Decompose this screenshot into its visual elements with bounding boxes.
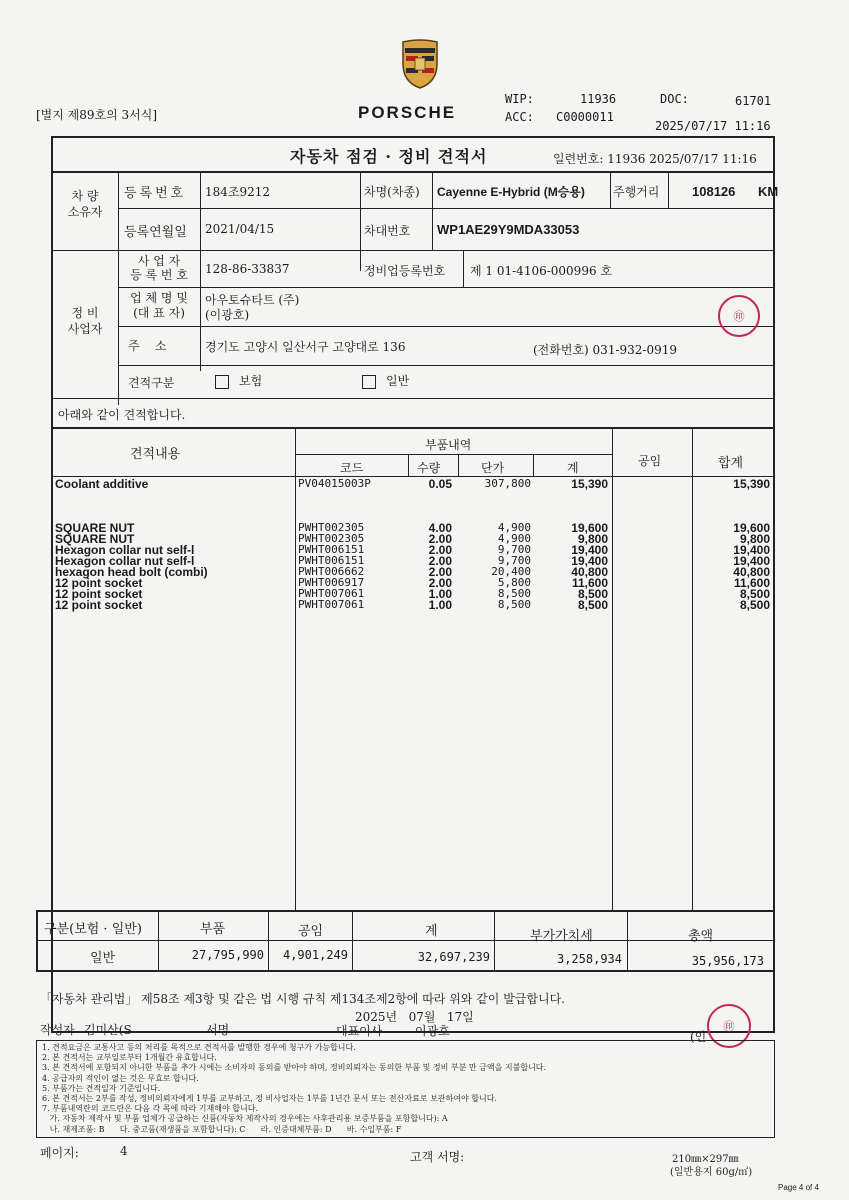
general-checkbox[interactable] [362, 375, 376, 389]
note-item: 5. 부품가는 견적일자 기준입니다. [42, 1083, 161, 1093]
paper-type: (일반용지 60g/㎡) [670, 1167, 753, 1178]
address-label: 주 소 [128, 339, 167, 353]
row-amount: 40,800 [571, 565, 608, 579]
divider [612, 427, 613, 910]
row-desc: SQUARE NUT [55, 532, 135, 546]
summary-parts-header: 부품 [200, 922, 226, 937]
header-datetime: 2025/07/17 11:16 [655, 119, 771, 133]
reg-no-label: 등록번호 [124, 186, 187, 201]
divider [463, 250, 464, 287]
row-total: 8,500 [739, 598, 770, 612]
summary-type-header: 구분(보험 · 일반) [44, 922, 142, 937]
row-qty: 2.00 [428, 576, 452, 590]
model-label: 차명(차종) [364, 185, 420, 199]
doc-label: DOC: [660, 92, 689, 106]
row-total: 11,600 [733, 576, 770, 590]
quote-type-label: 견적구분 [128, 376, 175, 390]
divider [360, 171, 361, 271]
divider [118, 287, 775, 288]
col-code-header: 코드 [340, 461, 364, 475]
general-label: 일반 [386, 374, 410, 388]
row-price: 9,700 [497, 543, 531, 556]
divider [51, 250, 775, 251]
row-amount: 8,500 [577, 587, 608, 601]
notes-list [42, 1043, 770, 1135]
row-price: 307,800 [484, 477, 531, 490]
divider [36, 940, 775, 941]
sign-label: 서명 [206, 1023, 230, 1037]
row-amount: 19,600 [571, 521, 608, 535]
wip-label: WIP: [505, 92, 534, 106]
legal-statement: 「자동차 관리법」 제58조 제3항 및 같은 법 시행 규칙 제134조제2항에 따라 위와 같이 발급합니다. [40, 992, 565, 1006]
row-total: 40,800 [733, 565, 770, 579]
seal-mark-icon: ㊞ [723, 1020, 735, 1033]
divider [610, 171, 611, 208]
note-item: 나. 재제조품: B 다. 중고품(재생품을 포함합니다): C 라. 인증대체부품: D 바. 수입부품: F [42, 1124, 402, 1134]
divider [51, 427, 775, 429]
reg-no-value: 184조9212 [205, 185, 271, 199]
row-amount: 11,600 [571, 576, 608, 590]
row-code: PV04015003P [298, 477, 371, 490]
col-labor-header: 공임 [638, 454, 662, 468]
row-qty: 0.05 [428, 477, 452, 491]
author-label: 작성자 [40, 1023, 75, 1037]
row-desc: 12 point socket [55, 576, 143, 590]
col-amount-header: 계 [567, 461, 579, 475]
form-title: 자동차 점검 · 정비 견적서 [290, 147, 488, 166]
ceo-label: 대표이사 [336, 1024, 383, 1038]
intro-text: 아래와 같이 견적합니다. [58, 408, 186, 422]
divider [51, 171, 775, 173]
summary-type-value: 일반 [90, 951, 116, 966]
summary-labor-value: 4,901,249 [282, 948, 348, 962]
col-total-header: 합계 [718, 456, 744, 471]
row-desc: 12 point socket [55, 587, 143, 601]
note-item: 3. 본 견적서에 포함되지 아니한 부품을 추가 시에는 소비자의 동의를 받아야 하며, 정비의뢰자는 동의한 부품 및 정비 부분 만 금액을 지불합니다. [42, 1063, 547, 1073]
summary-total-value: 35,956,173 [691, 954, 764, 968]
paper-size: 210㎜×297㎜ [672, 1154, 739, 1165]
page-label: 페이지: [40, 1146, 79, 1160]
row-qty: 2.00 [428, 543, 452, 557]
row-price: 4,900 [497, 532, 531, 545]
divider [432, 171, 433, 250]
summary-labor-header: 공임 [298, 924, 324, 939]
divider [627, 910, 628, 972]
divider [295, 427, 296, 910]
row-amount: 9,800 [577, 532, 608, 546]
row-desc: Hexagon collar nut self-l [55, 554, 195, 568]
issue-date: 2025년 07월 17일 [355, 1010, 474, 1024]
divider [118, 326, 775, 327]
insurance-checkbox[interactable] [215, 375, 229, 389]
vin-value: WP1AE29Y9MDA33053 [437, 222, 580, 237]
row-code: PWHT002305 [298, 521, 365, 534]
row-price: 4,900 [497, 521, 531, 534]
row-price: 20,400 [491, 565, 531, 578]
row-code: PWHT006917 [298, 576, 365, 589]
row-code: PWHT007061 [298, 598, 365, 611]
divider [268, 910, 269, 972]
row-total: 9,800 [739, 532, 770, 546]
page-count: Page 4 of 4 [778, 1183, 819, 1192]
form-reference: [별지 제89호의 3서식] [36, 108, 158, 122]
phone-value: (전화번호) 031-932-0919 [533, 343, 678, 357]
biz-no-value: 128-86-33837 [205, 262, 290, 276]
owner-section-label: 차 량 소유자 [67, 189, 103, 219]
mileage-label: 주행거리 [613, 185, 660, 199]
row-qty: 2.00 [428, 554, 452, 568]
divider [200, 171, 201, 371]
col-desc-header: 견적내용 [130, 447, 181, 462]
insurance-label: 보험 [239, 374, 263, 388]
company-seal [718, 295, 760, 337]
author-value: 김미산(S [84, 1023, 132, 1037]
row-total: 19,400 [733, 543, 770, 557]
company-label: 업 체 명 및 (대 표 자) [130, 291, 188, 320]
divider [533, 454, 534, 476]
company-value: 아우토슈타트 (주) [205, 293, 300, 307]
row-total: 8,500 [739, 587, 770, 601]
mileage-value: 108126 [692, 184, 736, 199]
divider [158, 910, 159, 972]
row-amount: 8,500 [577, 598, 608, 612]
row-desc: 12 point socket [55, 598, 143, 612]
reg-date-value: 2021/04/15 [205, 222, 275, 236]
summary-parts-value: 27,795,990 [191, 948, 264, 962]
row-code: PWHT007061 [298, 587, 365, 600]
row-price: 8,500 [497, 598, 531, 611]
shop-reg-label: 정비업등록번호 [364, 264, 446, 278]
doc-value: 61701 [735, 94, 772, 108]
representative-value: (이광호) [205, 308, 250, 322]
shop-reg-value: 제 1 01-4106-000996 호 [470, 264, 612, 278]
divider [494, 910, 495, 972]
divider [118, 171, 119, 405]
row-code: PWHT002305 [298, 532, 365, 545]
row-code: PWHT006151 [298, 543, 365, 556]
row-amount: 19,400 [571, 554, 608, 568]
note-item: 가. 자동차 제작사 및 부품 업체가 공급하는 신품(자동차 제작사의 경우에는 사후관리용 보증부품을 포함합니다): A [42, 1114, 448, 1124]
ceo-value: 이광호 [415, 1024, 450, 1038]
divider [692, 427, 693, 910]
customer-sign-label: 고객 서명: [410, 1150, 465, 1164]
divider [118, 365, 775, 366]
wip-value: 11936 [580, 92, 617, 106]
porsche-crest-icon [400, 38, 440, 90]
acc-label: ACC: [505, 110, 534, 124]
row-total: 19,600 [733, 521, 770, 535]
col-parts-header: 부품내역 [425, 438, 472, 452]
row-price: 8,500 [497, 587, 531, 600]
serial-number: 일련번호: 11936 2025/07/17 11:16 [553, 152, 757, 166]
summary-vat-value: 3,258,934 [556, 952, 622, 966]
summary-subtotal-value: 32,697,239 [417, 950, 490, 964]
row-amount: 19,400 [571, 543, 608, 557]
acc-value: C0000011 [556, 110, 614, 124]
row-price: 5,800 [497, 576, 531, 589]
divider [118, 208, 775, 209]
note-item: 6. 본 견적서는 2부를 작성, 정비의뢰자에게 1부를 교부하고, 정 비사업자는 1부를 1년간 문서 또는 전산자료로 보관하여야 합니다. [42, 1094, 497, 1104]
seal-mark-icon: ㊞ [733, 310, 745, 323]
brand-wordmark: PORSCHE [358, 103, 457, 122]
address-value: 경기도 고양시 일산서구 고양대로 136 [205, 340, 406, 354]
mileage-unit: KM [758, 184, 779, 199]
note-item: 1. 견적요금은 교통사고 등의 처리를 목적으로 견적서를 발행한 경우에 청구가 가능합니다. [42, 1043, 356, 1052]
divider [668, 171, 669, 208]
shop-section-label: 정 비 사업자 [67, 306, 103, 336]
summary-subtotal-header: 계 [425, 924, 438, 939]
divider [408, 454, 409, 476]
note-item: 2. 본 견적서는 교부일로부터 1개월간 유효합니다. [42, 1053, 217, 1063]
divider [352, 910, 353, 972]
page-number: 4 [120, 1144, 128, 1158]
divider [458, 454, 459, 476]
row-qty: 1.00 [428, 587, 452, 601]
summary-vat-header: 부가가치세 [530, 929, 593, 944]
divider [51, 476, 775, 477]
note-item: 4. 공급자의 적인이 없는 것은 무효로 합니다. [42, 1073, 199, 1083]
seal-mark: (인 [690, 1030, 707, 1044]
row-desc: SQUARE NUT [55, 521, 135, 535]
row-desc: hexagon head bolt (combi) [55, 565, 208, 579]
col-qty-header: 수량 [417, 461, 441, 475]
row-qty: 1.00 [428, 598, 452, 612]
row-qty: 2.00 [428, 532, 452, 546]
row-total: 19,400 [733, 554, 770, 568]
row-code: PWHT006151 [298, 554, 365, 567]
col-price-header: 단가 [481, 461, 505, 475]
note-item: 7. 부품내역란의 코드란은 다음 각 목에 따라 기재해야 합니다. [42, 1104, 258, 1114]
row-qty: 4.00 [428, 521, 452, 535]
row-price: 9,700 [497, 554, 531, 567]
divider [51, 398, 775, 399]
biz-no-label: 사 업 자 등 록 번 호 [130, 254, 188, 282]
divider [295, 454, 612, 455]
row-desc: Coolant additive [55, 477, 149, 491]
model-value: Cayenne E-Hybrid (M승용) [437, 185, 585, 199]
row-code: PWHT006662 [298, 565, 365, 578]
insurance-option[interactable] [215, 372, 262, 389]
summary-total-header: 총액 [688, 929, 714, 944]
row-total: 15,390 [733, 477, 770, 491]
vin-label: 차대번호 [364, 224, 411, 238]
row-qty: 2.00 [428, 565, 452, 579]
row-desc: Hexagon collar nut self-l [55, 543, 195, 557]
general-option[interactable] [362, 372, 409, 389]
reg-date-label: 등록연월일 [124, 225, 187, 240]
row-amount: 15,390 [571, 477, 608, 491]
